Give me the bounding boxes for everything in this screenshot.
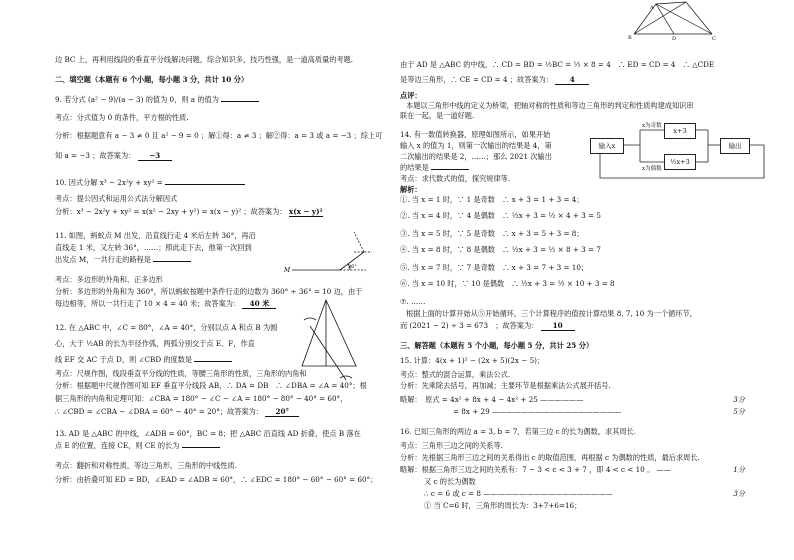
question-14: 14. 有一数值转换器，原理如图所示，如果开始	[400, 130, 551, 139]
question-13: 13. AD 是 △ABC 的中线，∠ADB = 60°，BC = 8；把 △ABC 沿直线 AD 折叠，使点 B 落在	[55, 429, 361, 438]
analysis-point: 考点：提公因式和运用公式法分解因式	[55, 194, 178, 203]
answer-value: 4	[555, 76, 589, 85]
bisector-line-ef	[310, 326, 346, 380]
diagonal-line	[634, 2, 686, 34]
text-line: 是等边三角形，∴ CE = CD = 4 ；故答案为： 4	[400, 76, 589, 85]
solution-step: ①. 当 x = 1 时，∵ 1 是奇数 ∴ x + 3 = 1 + 3 = 4；	[400, 195, 584, 204]
score-mark: 5分	[733, 407, 745, 416]
section-heading: 二、填空题（本题有 6 个小题，每小题 3 分，共计 10 分）	[55, 75, 249, 84]
analysis-point: 考点：翻折和对称性质，等边三角形，三角形的中线性质.	[55, 461, 237, 470]
analysis-text: 据三角形的内角和定理可知：∠CBA = 180° − ∠C − ∠A = 180° − 80° − 40° = 60°，	[55, 394, 348, 403]
point-label-c: C	[712, 36, 716, 40]
analysis-point: 考点：尺规作图，线段垂直平分线的性质，等腰三角形的性质，三角形的内角和	[55, 369, 307, 378]
answer-blank	[165, 184, 245, 185]
triangle-figure	[296, 296, 362, 382]
score-mark: 3分	[733, 489, 745, 498]
solution-step: ②. 当 x = 4 时，∵ 4 是偶数 ∴ ½x + 3 = ½ × 4 + 3 = 5	[400, 211, 601, 220]
solution-step: ⑤. 当 x = 7 时，∵ 7 是奇数 ∴ x + 3 = 7 + 3 = 10；	[400, 263, 589, 272]
question-11: 11. 如图，蚂蚁点 M 出发，沿直线行走 4 米后左转 36°，再沿	[55, 231, 256, 240]
answer-value: 20°	[265, 408, 299, 417]
conclusion-text: 根据上面的计算开始从⑤开始循环，三个计算程序的值按计算结果 8, 7, 10 为一个循环节，	[406, 309, 697, 318]
question-14: 的结果是	[400, 164, 469, 172]
branch-label-even: x为偶数	[642, 166, 662, 172]
answer-value: 10	[541, 322, 575, 331]
quadrilateral-figure	[626, 0, 726, 40]
section-heading: 三、解答题（本题有 5 个小题，每小题 5 分，共计 25 分）	[400, 341, 594, 350]
answer-blank	[194, 361, 232, 362]
analysis-text: 每边相等，所以一共行走了 10 × 4 = 40 米；故答案为： 40 米	[55, 300, 276, 309]
question-14: 输入 x 的值为 1，则第一次输出的结果是 4，第	[400, 141, 552, 150]
diagonal-line	[656, 4, 712, 34]
analysis-text: 分析：根据题中尺规作图可知 EF 垂直平分线段 AB，∴ DA = DB ∴ ∠DBA = ∠A = 40°；根	[55, 381, 367, 390]
analysis-text: 分析：由折叠可知 ED = BD，∠EAD = ∠ADB = 60°，∴ ∠EDC = 180° − 60° − 60° = 60°；	[55, 475, 378, 484]
solution-step: ⑦. ……	[400, 297, 426, 306]
analysis-point: 考点：多边形的外角和、正多边形	[55, 275, 163, 284]
question-13: 点 E 的位置，连接 CE，则 CE 的长为	[55, 442, 220, 450]
analysis-text: ∴ ∠CBD = ∠CBA − ∠DBA = 60° − 40° = 20°；故答案为： 20°	[55, 408, 299, 417]
branch-label-odd: x为奇数	[642, 123, 662, 129]
analysis-point: 考点：分式值为 0 的条件，平方根的性质.	[55, 113, 189, 122]
point-label-m: M	[284, 267, 291, 274]
solution-step: ④. 当 x = 8 时，∵ 8 是偶数 ∴ ½x + 3 = ½ × 8 + 3 = 7	[400, 245, 601, 254]
analysis-text: 分析：多边形的外角和为 360°，所以蚂蚁按题中条件行走的边数为 360° ÷ 36° = 10 边，由于	[55, 287, 363, 296]
answer-value: x(x − y)²	[288, 207, 323, 216]
solution-line: 略解：根据三角形三边之间的关系有：7 − 3 < c < 3 + 7 ，即 4 < c < 10 。 ——	[400, 465, 671, 474]
conclusion-text: 而 (2021 − 2) ÷ 3 = 673 ；故答案为： 10	[400, 322, 575, 331]
point-label-b: B	[628, 35, 632, 40]
question-10: 10. 因式分解 x³ − 2x²y + xy² =	[55, 179, 245, 187]
answer-value: −3	[138, 152, 172, 161]
operation-box-half: ½x+3	[664, 154, 696, 170]
question-11: 出发点 M，一共行走的路程是	[55, 256, 191, 264]
answer-value: 40 米	[242, 300, 276, 309]
score-mark: 1分	[733, 465, 745, 474]
output-box: 输出	[720, 138, 750, 154]
operation-box-plus3: x+3	[664, 123, 696, 139]
path-segment	[354, 232, 364, 252]
analysis-text: 分析：先乘除去括号，再加减；主要环节是根据乘法公式展开括号.	[400, 381, 611, 390]
question-9: 9. 若分式 (a² − 9)/(a − 3) 的值为 0，则 a 的值为	[55, 96, 259, 104]
analysis-text: 知 a = −3 ；故答案为： −3	[55, 152, 172, 161]
input-box: 输入x	[590, 138, 624, 154]
question-12: 心，大于 ½AB 的长为半径作弧，两弧分别交于点 E、F，作直	[55, 339, 255, 348]
question-12: 12. 在 △ABC 中，∠C = 80°，∠A = 40°，分别以点 A 和点 B 为圆	[55, 323, 278, 332]
analysis-point: 考点：求代数式的值，探究规律等.	[400, 174, 511, 183]
solution-line: ∴ c = 6 或 c = 8 ——————————————————	[424, 489, 613, 498]
question-11: 直线走 1 米，又左转 36°，……；照此走下去，他第一次回到	[55, 243, 252, 252]
solution-step: ⑥. 当 x = 10 时，∵ 10 是偶数 ∴ ½x + 3 = ½ × 10 + 3 = 8	[400, 279, 615, 288]
construction-arc	[340, 376, 352, 378]
analysis-point: 考点：整式的混合运算，乘法公式.	[400, 370, 511, 379]
question-15: 15. 计算：4(x + 1)² − (2x + 5)(2x − 5)；	[400, 356, 545, 365]
point-label-a: A	[650, 5, 654, 11]
question-16: 16. 已知三角形的两边 a = 3, b = 7，若第三边 c 的长为偶数，求其周长.	[400, 427, 636, 436]
score-mark: 3分	[733, 395, 745, 404]
question-14: 二次输出的结果是 2，……；那么 2021 次输出	[400, 152, 552, 161]
text-line: 由于 AD 是 △ABC 的中线，∴ CD = BD = ½BC = ½ × 8 = 4 ∴ ED = CD = 4 ∴ △CDE	[400, 60, 715, 69]
comment-text: 本题以三角形中线的定义为桥梁，把轴对称的性质和等边三角形的判定和性质构建成知识串	[406, 101, 694, 110]
analysis-text: 分析：根据题意有 a − 3 ≠ 0 且 a² − 9 = 0 ；解①得：a ≠ 3 ；解②得：a = 3 或 a = −3 ；综上可	[55, 131, 383, 140]
answer-blank	[221, 101, 259, 102]
solution-step: ③. 当 x = 5 时，∵ 5 是奇数 ∴ x + 3 = 5 + 3 = 8；	[400, 229, 584, 238]
comment-text: 联在一起，是一道好题.	[400, 111, 475, 120]
solution-label: 解析：	[400, 185, 422, 194]
ant-path-figure	[282, 226, 374, 276]
analysis-text: 分析：先根据三角形三边之间的关系得出 c 的取值范围，再根据 c 为偶数的性质，最后求周长.	[400, 453, 700, 462]
solution-line: ① 当 C=6 时，三角形的周长为：3+7+6=16；	[424, 501, 582, 510]
solution-line: 略解： 原式 = 4x² + 8x + 4 − 4x² + 25 ——————	[400, 395, 584, 404]
text-line: 边 BC 上，再利用线段的垂直平分线解决问题，综合知识多，技巧性强，是一道高质量的考题.	[55, 55, 354, 64]
answer-blank	[182, 447, 220, 448]
side-line	[686, 2, 712, 34]
side-line	[656, 2, 686, 4]
converter-flowchart	[588, 120, 778, 182]
angle-label: 36°	[348, 264, 357, 270]
triangle-abc	[302, 300, 356, 366]
question-12: 线 EF 交 AC 于点 D，则 ∠CBD 的度数是	[55, 356, 232, 364]
comment-label: 点评：	[400, 91, 422, 100]
construction-arc	[304, 318, 316, 320]
answer-blank	[431, 169, 469, 170]
answer-blank	[153, 261, 191, 262]
solution-line: 又 c 的长为偶数	[424, 477, 476, 486]
analysis-text: 分析：x³ − 2x²y + xy² = x(x² − 2xy + y²) = x(x − y)² ；故答案为： x(x − y)²	[55, 207, 323, 216]
point-label-d: D	[672, 36, 677, 40]
analysis-point: 考点：三角形三边之间的关系等.	[400, 441, 503, 450]
solution-line: = 8x + 29 ——————————————————	[453, 407, 622, 416]
